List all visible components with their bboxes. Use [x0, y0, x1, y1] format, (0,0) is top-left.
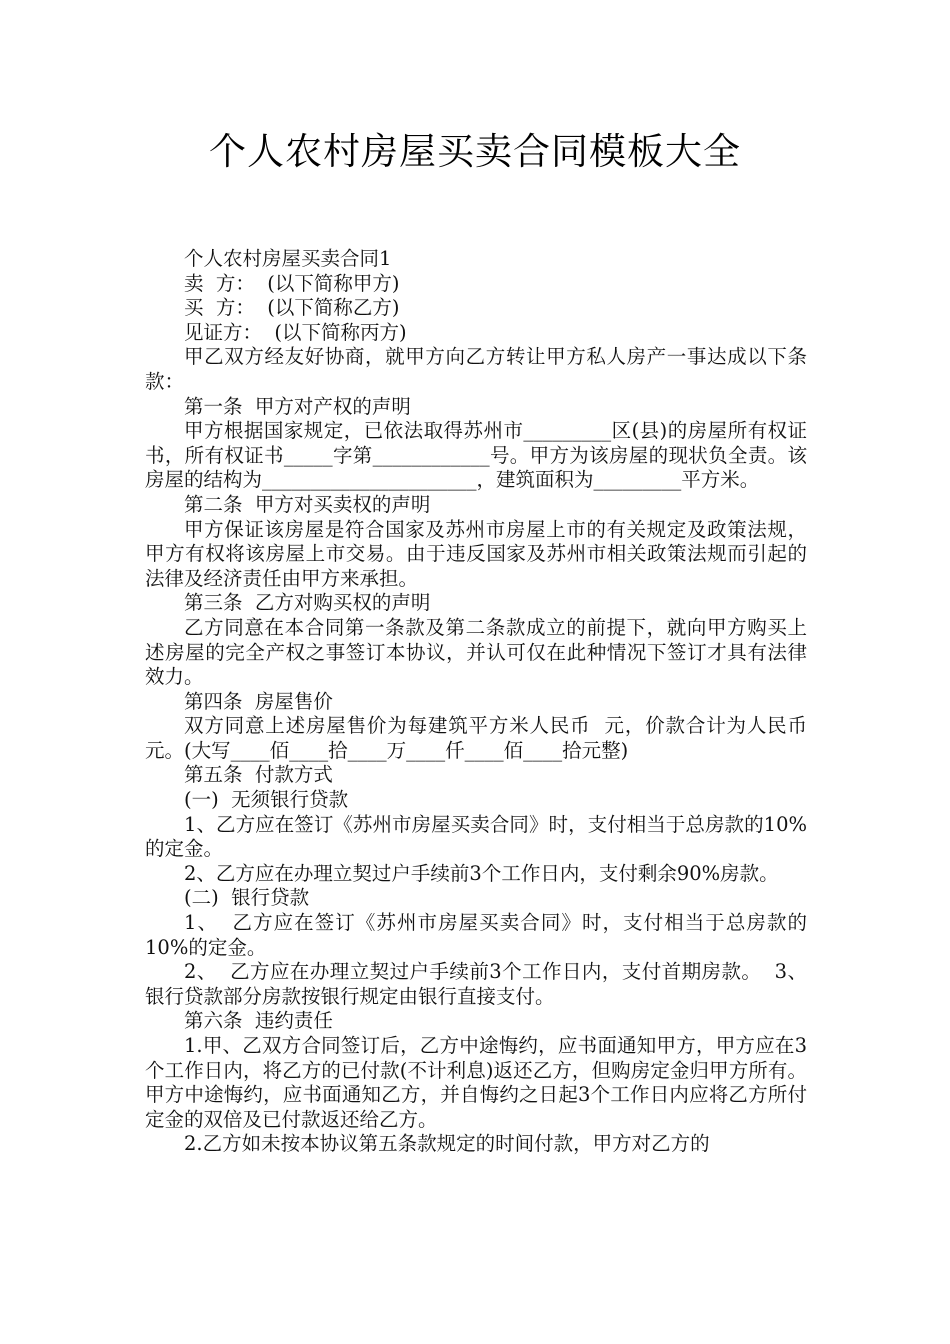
article-5-sub-1-heading: (一) 无须银行贷款: [184, 788, 349, 812]
document-title: 个人农村房屋买卖合同模板大全: [209, 130, 741, 173]
article-1-body: 甲方根据国家规定，已依法取得苏州市_________区(县)的房屋所有权证书，所有权证书_____字第____________号。甲方为该房屋的现状负全责。该房屋的结构为______________________，建筑面积为_________平方米。: [145, 419, 807, 492]
article-2-heading: 第二条 甲方对买卖权的声明: [184, 492, 431, 516]
article-4-body: 双方同意上述房屋售价为每建筑平方米人民币 元，价款合计为人民币 元。(大写____佰____拾____万____仟____佰____拾元整): [145, 714, 820, 762]
party-seller: 卖 方： (以下简称甲方): [184, 271, 400, 295]
article-2-body: 甲方保证该房屋是符合国家及苏州市房屋上市的有关规定及政策法规，甲方有权将该房屋上市交易。由于违反国家及苏州市相关政策法规而引起的法律及经济责任由甲方来承担。: [145, 517, 807, 590]
article-3-body: 乙方同意在本合同第一条款及第二条款成立的前提下，就向甲方购买上述房屋的完全产权之事签订本协议，并认可仅在此种情况下签订才具有法律效力。: [145, 615, 807, 689]
article-4-heading: 第四条 房屋售价: [184, 689, 333, 713]
article-5-sub-1-item-1: 1、乙方应在签订《苏州市房屋买卖合同》时，支付相当于总房款的10%的定金。: [145, 812, 807, 861]
article-5-heading: 第五条 付款方式: [184, 763, 333, 787]
article-6-item-1: 1.甲、乙双方合同签订后，乙方中途悔约，应书面通知甲方，甲方应在3个工作日内，将乙方的已付款(不计利息)返还乙方，但购房定金归甲方所有。甲方中途悔约，应书面通知乙方，并自悔约之日起3个工作日内应将乙方所付定金的双倍及已付款返还给乙方。: [145, 1034, 807, 1131]
article-1-heading: 第一条 甲方对产权的声明: [184, 394, 411, 418]
article-5-sub-2-item-2: 2、 乙方应在办理立契过户手续前3个工作日内，支付首期房款。 3、 银行贷款部分房款按银行规定由银行直接支付。: [145, 960, 820, 1008]
article-5-sub-2-heading: (二) 银行贷款: [184, 886, 310, 910]
party-buyer: 买 方： (以下简称乙方): [184, 296, 400, 320]
document-body: [145, 247, 820, 1157]
party-witness: 见证方： (以下简称丙方): [184, 320, 407, 344]
preamble-paragraph: 甲乙双方经友好协商，就甲方向乙方转让甲方私人房产一事达成以下条款：: [145, 345, 807, 393]
article-5-sub-2-item-1: 1、 乙方应在签订《苏州市房屋买卖合同》时，支付相当于总房款的10%的定金。: [145, 911, 807, 959]
article-6-item-2: 2.乙方如未按本协议第五条款规定的时间付款，甲方对乙方的: [184, 1132, 710, 1156]
article-3-heading: 第三条 乙方对购买权的声明: [184, 591, 431, 615]
article-5-sub-1-item-2: 2、乙方应在办理立契过户手续前3个工作日内，支付剩余90%房款。: [184, 861, 779, 885]
contract-heading: 个人农村房屋买卖合同1: [184, 247, 392, 270]
article-6-heading: 第六条 违约责任: [184, 1009, 333, 1033]
